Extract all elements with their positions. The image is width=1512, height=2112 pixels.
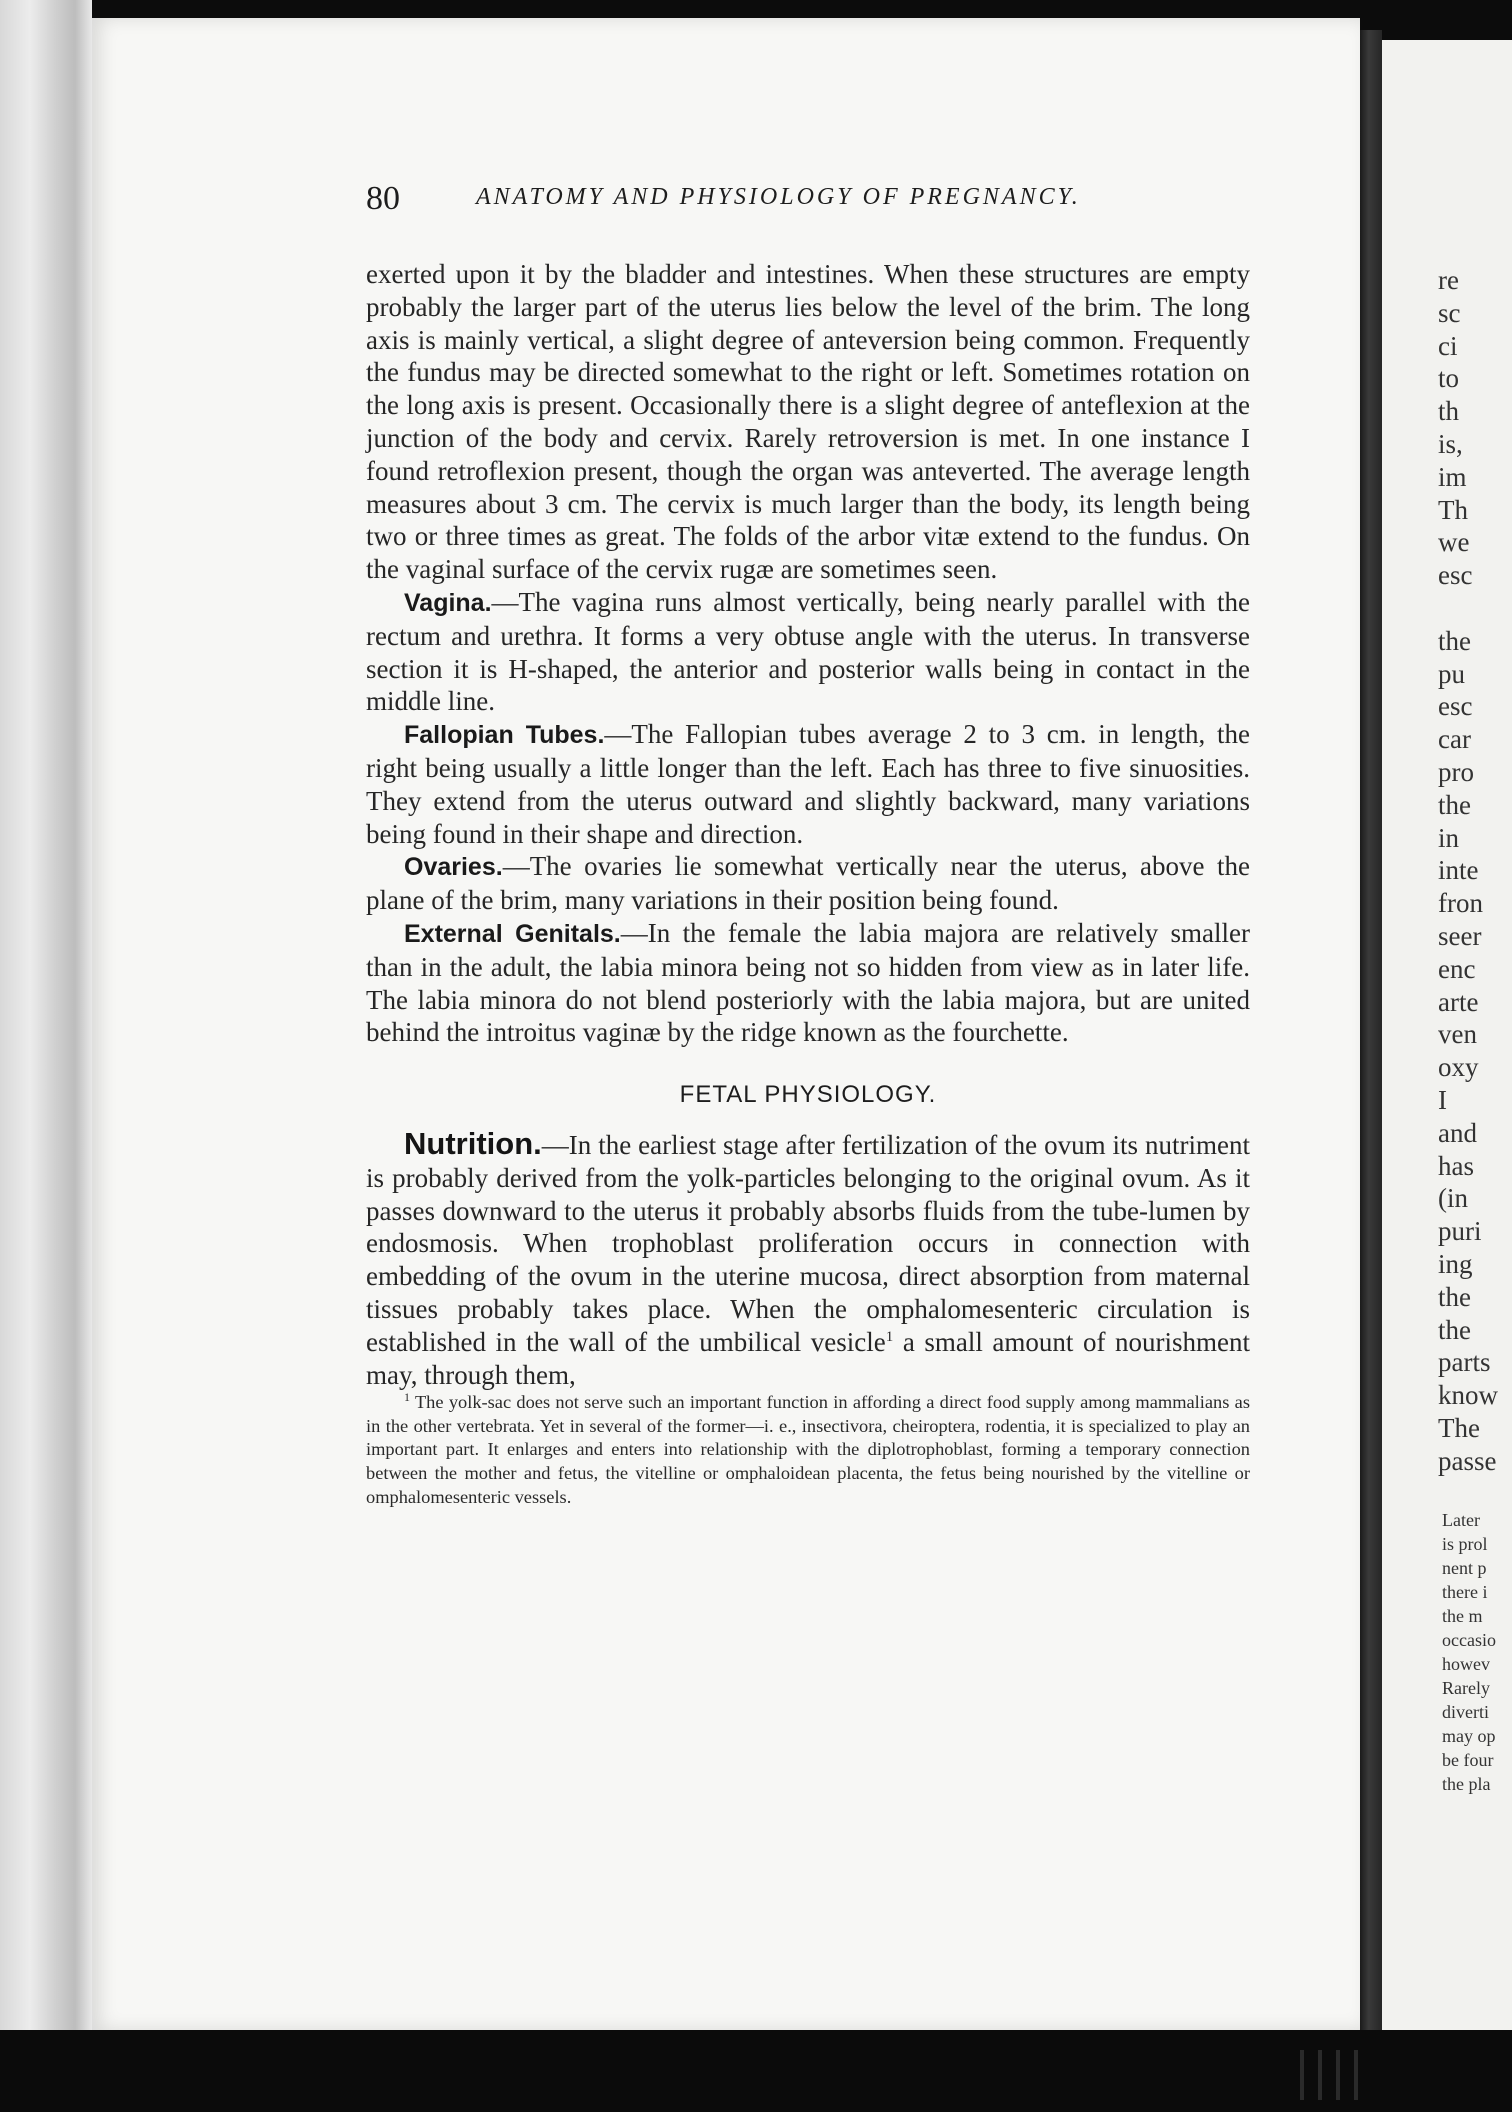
adjacent-page-line: enc	[1438, 953, 1476, 984]
adjacent-page-line: Th	[1438, 494, 1468, 525]
book-gutter	[1360, 30, 1382, 2030]
adjacent-page-footnote-line: the m	[1442, 1606, 1483, 1626]
adjacent-page-line: sc	[1438, 297, 1461, 328]
running-title: ANATOMY AND PHYSIOLOGY OF PREGNANCY.	[476, 184, 1081, 210]
adjacent-page-line: has	[1438, 1150, 1474, 1181]
adjacent-page-footnote-line: the pla	[1442, 1774, 1491, 1794]
section-heading: FETAL PHYSIOLOGY.	[679, 1081, 937, 1109]
paragraph-nutrition	[366, 1125, 1250, 1391]
adjacent-page-line: puri	[1438, 1216, 1482, 1247]
adjacent-page-footnote-line: Rarely	[1442, 1678, 1490, 1698]
adjacent-page-line: inte	[1438, 855, 1479, 886]
main-text	[366, 258, 1250, 1509]
paragraph-text: —The vagina runs almost vertically, being nearly parallel with the rectum and urethra. It forms a very obtuse angle with the uterus. In transverse section it is H-shaped, the anterior and posterior walls being in contact in the middle line.	[366, 586, 1250, 717]
adjacent-page-line: pro	[1438, 757, 1474, 787]
adjacent-page-footnote-line: Later	[1442, 1510, 1480, 1530]
adjacent-page-footnote-line: may op	[1442, 1726, 1496, 1746]
paragraph-external-genitals	[366, 917, 1250, 1049]
term-ovaries: Ovaries.	[404, 853, 503, 882]
term-vagina: Vagina.	[404, 588, 492, 617]
adjacent-page-footnote-line: there i	[1442, 1582, 1488, 1602]
paragraph-text: —The Fallopian tubes average 2 to 3 cm. in length, the right being usually a little longer than the left. Each has three to five sinuosities. They extend from the uterus outward and slightly backward, many variations being found in their shape and direction.	[366, 719, 1250, 849]
adjacent-page-line: in	[1438, 822, 1460, 853]
adjacent-page-footnote-line: is prol	[1442, 1534, 1488, 1554]
adjacent-page-line: to	[1438, 363, 1460, 394]
adjacent-page-line: the	[1438, 1281, 1471, 1312]
adjacent-page-footnote-line: howev	[1442, 1654, 1490, 1674]
running-head	[366, 180, 1246, 230]
paragraph-text: exerted upon it by the bladder and intestines. When these structures are empty probably the larger part of the uterus lies below the level of the brim. The long axis is mainly vertical, a slight degree of anteversion being common. Frequently the fundus may be directed somewhat to the right or left. Sometimes rotation on the long axis is present. Occasionally there is a slight degree of anteflexion at the junction of the body and cervix. Rarely retroversion is met. In one instance I found retroflexion present, though the organ was anteverted. The average length measures about 3 cm. The cervix is much larger than the body, its length being two or three times as great. The folds of the arbor vitæ extend to the fundus. On the vaginal surface of the cervix rugæ are sometimes seen.	[366, 259, 1250, 585]
adjacent-page-line: passe	[1438, 1445, 1497, 1476]
adjacent-page-line: know	[1438, 1380, 1498, 1411]
adjacent-page-line: the	[1438, 625, 1471, 656]
adjacent-page-footnote-line: diverti	[1442, 1702, 1489, 1722]
adjacent-page-line: ci	[1438, 330, 1458, 361]
adjacent-page-line: ing	[1438, 1249, 1473, 1279]
paragraph-fallopian-tubes	[366, 718, 1250, 850]
paragraph-ovaries	[366, 850, 1250, 917]
adjacent-page-footnote-line: nent p	[1442, 1558, 1487, 1578]
adjacent-page-line: and	[1438, 1117, 1477, 1148]
adjacent-page-line: seer	[1438, 921, 1482, 951]
paragraph-uterus-continued	[366, 258, 1250, 586]
paragraph-text: —The ovaries lie somewhat vertically near the uterus, above the plane of the brim, many variations in their position being found.	[366, 851, 1250, 916]
adjacent-page-line: the	[1438, 1314, 1471, 1345]
footnote-text: The yolk-sac does not serve such an important function in affording a direct food supply among mammalians as in the other vertebrata. Yet in several of the former—i. e., insectivora, cheiroptera, rodentia, it is specialized to play an important part. It enlarges and enters into relationship with the diplotrophoblast, forming a temporary connection between the mother and fetus, the vitelline or omphaloidean placenta, the fetus being nourished by the vitelline or omphalomesenteric vessels.	[366, 1392, 1250, 1507]
paragraph-text-end: a small amount of nourishment may, through them,	[366, 1326, 1250, 1390]
adjacent-page-footnote-line: occasio	[1442, 1630, 1496, 1650]
adjacent-page-line: oxy	[1438, 1052, 1479, 1083]
paragraph-text: —In the female the labia majora are relatively smaller than in the adult, the labia minora being not so hidden from view as in later life. The labia minora do not blend posteriorly with the labia majora, but are united behind the introitus vaginæ by the ridge known as the fourchette.	[366, 917, 1250, 1048]
adjacent-page-fragment	[1382, 40, 1512, 2040]
adjacent-page-line: ven	[1438, 1019, 1477, 1050]
scanner-bottom-border	[0, 2030, 1512, 2112]
term-external-genitals: External Genitals.	[404, 919, 621, 948]
adjacent-page-line: fron	[1438, 888, 1483, 919]
adjacent-page-line: pu	[1438, 658, 1465, 689]
footnote-reference[interactable]: 1	[885, 1328, 894, 1345]
paragraph-text: —In the earliest stage after fertilization of the ovum its nutriment is probably derived from the yolk-particles belonging to the original ovum. As it passes downward to the uterus it probably absorbs fluids from the tube-lumen by endosmosis. When trophoblast proliferation occurs in connection with embedding of the ovum in the uterine mucosa, direct absorption from maternal tissues probably takes place. When the omphalomesenteric circulation is established in the wall of the umbilical vesicle	[366, 1129, 1250, 1357]
adjacent-page-line: (in	[1438, 1183, 1468, 1214]
paragraph-vagina	[366, 586, 1250, 718]
adjacent-page-line: im	[1438, 461, 1467, 492]
book-page-edges	[0, 0, 92, 2040]
term-nutrition: Nutrition.	[404, 1125, 542, 1161]
adjacent-page-line: the	[1438, 789, 1471, 820]
adjacent-page-line: esc	[1438, 560, 1473, 591]
page-number: 80	[366, 180, 400, 217]
adjacent-page-footnote-line: be four	[1442, 1750, 1494, 1770]
footnote-mark: 1	[404, 1390, 410, 1405]
adjacent-page-line: I	[1438, 1085, 1447, 1115]
adjacent-page-line: The	[1438, 1413, 1480, 1443]
adjacent-page-line: th	[1438, 396, 1460, 427]
footnote	[366, 1391, 1250, 1509]
adjacent-page-line: arte	[1438, 986, 1479, 1017]
adjacent-page-line: re	[1438, 265, 1459, 295]
adjacent-page-line: car	[1438, 724, 1471, 755]
adjacent-page-line: esc	[1438, 691, 1473, 722]
adjacent-page-line: we	[1438, 527, 1470, 558]
term-fallopian-tubes: Fallopian Tubes.	[404, 721, 605, 750]
adjacent-page-line: parts	[1438, 1347, 1491, 1378]
adjacent-page-line: is,	[1438, 429, 1463, 459]
